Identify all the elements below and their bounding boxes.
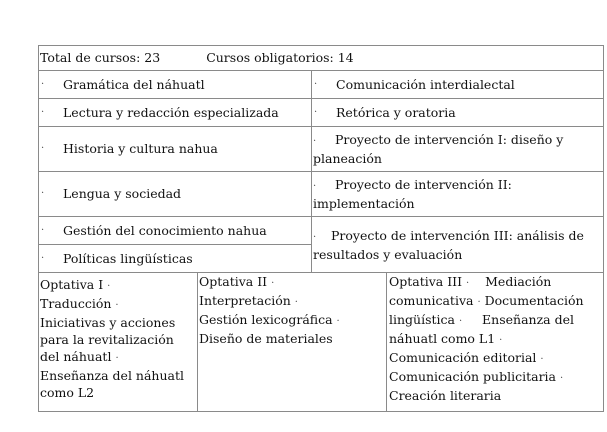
bullet-icon: ·: [294, 297, 298, 308]
bullet-icon: ·: [313, 136, 317, 147]
optativa-1-cell: [39, 273, 198, 412]
course-cell: [39, 71, 312, 99]
bullet-icon: ·: [41, 252, 45, 264]
course-cell: [39, 99, 312, 127]
bullet-icon: ·: [314, 78, 318, 90]
table-row: [39, 99, 604, 127]
optativa-item: Iniciativas y acciones para la revitalización del náhuatl: [40, 315, 176, 364]
optativa-item: Enseñanza del náhuatl como L2: [40, 368, 185, 400]
optativa-item: Enseñanza del náhuatl como L1: [389, 312, 574, 346]
course-cell: [312, 127, 604, 172]
optativa-3-cell: [387, 273, 604, 412]
optativa-title: Optativa II: [199, 274, 268, 289]
optativa-item: Gestión lexicográfica: [199, 312, 333, 327]
optativa-title: Optativa III: [389, 274, 463, 289]
course-name: Lectura y redacción especializada: [63, 104, 279, 120]
bullet-icon: ·: [540, 354, 544, 365]
bullet-icon: ·: [313, 181, 317, 192]
bullet-icon: ·: [336, 316, 340, 327]
course-name: Retórica y oratoria: [336, 104, 456, 120]
bullet-icon: ·: [314, 106, 318, 118]
optativa-item: Diseño de materiales: [199, 331, 333, 346]
course-cell: [39, 217, 312, 245]
bullet-icon: ·: [271, 278, 275, 289]
course-cell: [39, 245, 312, 273]
summary-row: [39, 46, 604, 71]
bullet-icon: ·: [458, 316, 463, 327]
bullet-icon: ·: [107, 281, 111, 292]
course-cell: [312, 99, 604, 127]
table-row: [39, 127, 604, 172]
bullet-icon: ·: [499, 335, 503, 346]
summary-cell: [39, 46, 604, 71]
optativa-item: Comunicación publicitaria: [389, 369, 556, 384]
course-cell: [312, 217, 604, 273]
optativa-title: Optativa I: [40, 277, 104, 292]
optativa-item: Comunicación editorial: [389, 350, 537, 365]
course-name: Gestión del conocimiento nahua: [63, 222, 267, 238]
course-cell: [312, 172, 604, 217]
bullet-icon: ·: [115, 300, 119, 311]
table-row: [39, 172, 604, 217]
course-cell: [39, 172, 312, 217]
course-name: Gramática del náhuatl: [63, 76, 205, 92]
table-row: [39, 71, 604, 99]
course-name: Políticas lingüísticas: [63, 250, 193, 266]
course-name: Historia y cultura nahua: [63, 141, 218, 156]
bullet-icon: ·: [115, 353, 119, 364]
optativa-item: Creación literaria: [389, 388, 502, 403]
curriculum-table: [38, 45, 604, 412]
bullet-icon: ·: [477, 297, 481, 308]
bullet-icon: ·: [41, 106, 45, 118]
bullet-icon: ·: [41, 188, 45, 199]
course-name: Lengua y sociedad: [63, 186, 182, 201]
bullet-icon: ·: [41, 224, 45, 236]
course-cell: [39, 127, 312, 172]
mandatory-courses: Cursos obligatorios: 14: [206, 50, 354, 65]
bullet-icon: ·: [41, 78, 45, 90]
course-name: Proyecto de intervención I: diseño y planeación: [313, 132, 564, 166]
optativa-item: Interpretación: [199, 293, 291, 308]
optativa-item: Traducción: [40, 296, 112, 311]
bullet-icon: ·: [559, 373, 564, 384]
course-name: Proyecto de intervención III: análisis de resultados y evaluación: [313, 227, 584, 262]
total-courses: Total de cursos: 23: [40, 50, 161, 65]
table-row: [39, 217, 604, 245]
optativa-2-cell: [198, 273, 387, 412]
bullet-icon: ·: [466, 278, 470, 289]
course-name: Comunicación interdialectal: [336, 76, 515, 92]
optativa-item: Mediación comunicativa: [389, 274, 552, 308]
optativas-row: [39, 273, 604, 412]
curriculum-document: [38, 45, 603, 412]
optativa-item: Documentación lingüística: [389, 293, 584, 327]
bullet-icon: ·: [313, 231, 317, 243]
bullet-icon: ·: [41, 143, 45, 154]
course-name: Proyecto de intervención II: implementación: [313, 177, 512, 211]
course-cell: [312, 71, 604, 99]
